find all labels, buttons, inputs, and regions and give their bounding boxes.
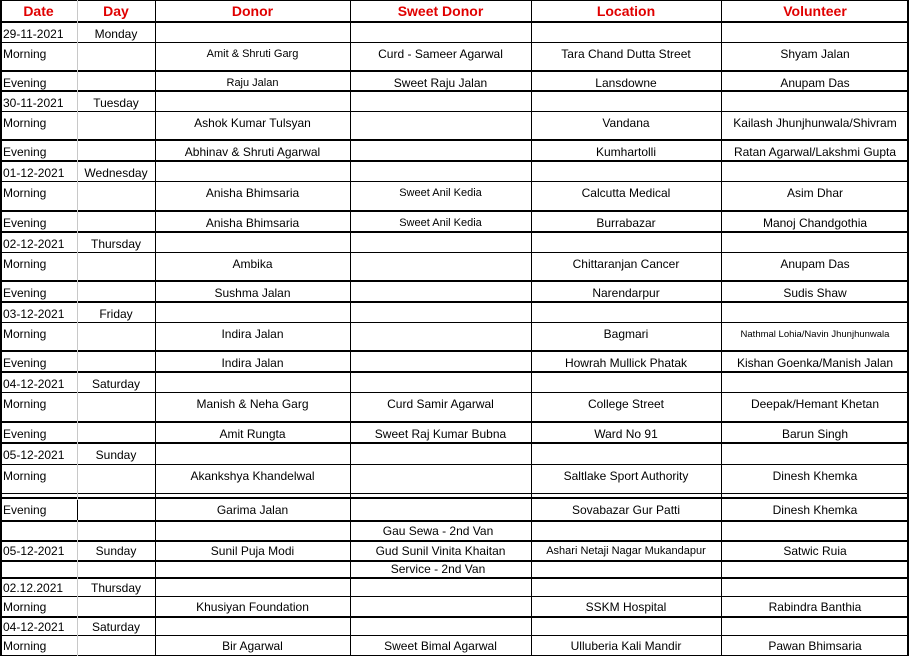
morning-donor-cell: Amit & Shruti Garg [206,48,299,60]
day-cell: Wednesday [84,165,148,180]
date-cell: 05-12-2021 [3,447,65,462]
session-label-morning: Morning [3,116,47,130]
session-label-evening: Evening [3,356,47,370]
morning-location-cell: Vandana [602,116,650,130]
row-divider [0,231,909,233]
morning-location-cell: College Street [587,397,665,411]
gau-volunteer-cell: Satwic Ruia [783,544,847,558]
column-header-sweet-donor: Sweet Donor [397,3,484,19]
day-cell: Tuesday [93,95,139,110]
evening-donor-cell: Garima Jalan [216,503,289,517]
row-divider [0,181,909,182]
service-donor-cell: Bir Agarwal [222,639,283,653]
service-date-cell: 04-12-2021 [3,619,65,634]
row-divider [0,42,909,43]
row-divider [0,280,909,282]
evening-location-cell: Burrabazar [596,215,656,230]
morning-sweet-cell [350,323,531,345]
morning-volunteer-cell: Kailash Jhunjhunwala/Shivram [733,116,897,130]
session-label-morning: Morning [3,327,47,341]
evening-sweet-cell: Sweet Raju Jalan [393,75,488,90]
gau-sewa-title: Gau Sewa - 2nd Van [382,524,494,538]
evening-sweet-cell: Sweet Raj Kumar Bubna [374,426,507,441]
column-divider [77,500,78,520]
morning-donor-cell: Ashok Kumar Tulsyan [194,116,311,130]
service-sweet-cell [350,597,531,617]
morning-volunteer-cell: Nathmal Lohia/Navin Jhunjhunwala [740,328,890,340]
morning-donor-cell: Ambika [232,257,273,271]
evening-location-cell: Narendarpur [592,286,660,300]
row-divider [0,210,909,212]
evening-location-cell: Howrah Mullick Phatak [564,356,688,370]
column-header-volunteer: Volunteer [783,3,847,19]
service-title: Service - 2nd Van [390,562,486,576]
morning-location-cell: Bagmari [603,327,649,341]
evening-donor-cell: Anisha Bhimsaria [205,215,300,230]
morning-location-cell: Tara Chand Dutta Street [561,47,691,61]
evening-sweet-cell: Sweet Anil Kedia [399,216,482,229]
column-header-location: Location [596,3,656,19]
morning-volunteer-cell: Deepak/Hemant Khetan [750,397,880,411]
evening-donor-cell: Sushma Jalan [214,286,291,300]
column-divider [0,0,2,656]
session-label-morning: Morning [3,186,47,200]
row-divider [0,493,909,494]
morning-sweet-cell: Curd - Sameer Agarwal [378,47,503,61]
column-header-day: Day [103,3,129,19]
morning-volunteer-cell: Asim Dhar [786,186,843,200]
morning-donor-cell: Anisha Bhimsaria [205,186,300,200]
gau-location-cell: Ashari Netaji Nagar Mukandapur [546,545,706,557]
session-label-evening: Evening [3,75,47,90]
date-cell: 01-12-2021 [3,165,65,180]
morning-sweet-cell [350,112,531,134]
evening-location-cell: Lansdowne [595,75,657,90]
session-label-morning: Morning [3,257,47,271]
row-divider [0,139,909,141]
morning-volunteer-cell: Shyam Jalan [780,47,850,61]
service-volunteer-cell: Pawan Bhimsaria [768,639,862,653]
morning-sweet-cell: Sweet Anil Kedia [399,187,482,199]
session-label-evening: Evening [3,286,47,300]
session-label-morning: Morning [3,397,47,411]
column-divider [531,0,532,656]
service-location-cell: SSKM Hospital [585,600,667,614]
row-divider [0,392,909,393]
service-volunteer-cell: Rabindra Banthia [768,600,862,614]
morning-sweet-cell: Curd Samir Agarwal [387,397,494,411]
evening-volunteer-cell: Ratan Agarwal/Lakshmi Gupta [733,145,897,159]
day-cell: Saturday [91,376,141,391]
day-cell: Sunday [95,447,137,462]
row-divider [0,350,909,352]
row-divider [0,464,909,465]
evening-donor-cell: Abhinav & Shruti Agarwal [184,145,321,159]
gau-donor-cell: Sunil Puja Modi [210,544,295,558]
row-divider [0,497,909,499]
session-label-evening: Evening [3,426,47,441]
evening-donor-cell: Amit Rungta [219,426,286,441]
row-divider [0,21,909,23]
session-label-evening: Evening [3,145,47,159]
morning-volunteer-cell: Dinesh Khemka [772,469,858,483]
evening-location-cell: Ward No 91 [594,426,658,441]
morning-sweet-cell [350,253,531,275]
gau-date-cell: 05-12-2021 [3,544,65,558]
row-divider [0,160,909,162]
session-label-morning: Morning [3,47,47,61]
row-divider [0,70,909,72]
service-date-cell: 02.12.2021 [3,580,64,595]
column-header-date: Date [23,3,54,19]
column-divider [77,0,78,656]
column-divider [350,0,351,656]
row-divider [0,111,909,112]
session-label-evening: Evening [3,215,47,230]
service-donor-cell: Khusiyan Foundation [196,600,309,614]
service-location-cell: Ulluberia Kali Mandir [570,639,682,653]
row-divider [0,252,909,253]
morning-location-cell: Saltlake Sport Authority [563,469,689,483]
evening-volunteer-cell: Barun Singh [781,426,849,441]
evening-volunteer-cell: Kishan Goenka/Manish Jalan [736,356,894,370]
morning-donor-cell: Indira Jalan [221,327,284,341]
evening-volunteer-cell: Dinesh Khemka [772,503,858,517]
morning-donor-cell: Manish & Neha Garg [196,397,309,411]
evening-donor-cell: Indira Jalan [221,356,284,370]
evening-location-cell: Sovabazar Gur Patti [571,503,681,517]
service-day-cell: Thursday [90,580,142,595]
service-session-label: Morning [3,600,47,614]
day-cell: Thursday [90,236,142,251]
service-session-label: Morning [3,639,47,653]
date-cell: 29-11-2021 [3,26,64,41]
morning-location-cell: Chittaranjan Cancer [572,257,680,271]
row-divider [0,90,909,92]
day-cell: Friday [99,306,133,321]
row-divider [0,301,909,303]
column-divider [721,0,722,656]
evening-donor-cell: Raju Jalan [226,76,279,89]
date-cell: 30-11-2021 [3,95,64,110]
morning-sweet-cell [350,465,531,487]
evening-volunteer-cell: Sudis Shaw [783,286,847,300]
date-cell: 04-12-2021 [3,376,65,391]
service-sweet-cell: Sweet Bimal Agarwal [384,639,497,653]
day-cell: Monday [94,26,138,41]
row-divider [0,421,909,423]
morning-donor-cell: Akankshya Khandelwal [190,469,315,483]
row-divider [0,371,909,373]
column-divider [155,0,156,656]
evening-sweet-cell [350,499,531,521]
morning-location-cell: Calcutta Medical [581,186,671,200]
evening-volunteer-cell: Manoj Chandgothia [762,215,868,230]
gau-day-cell: Sunday [95,544,137,558]
session-label-morning: Morning [3,469,47,483]
morning-volunteer-cell: Anupam Das [780,257,850,271]
date-cell: 03-12-2021 [3,306,65,321]
date-cell: 02-12-2021 [3,236,65,251]
evening-location-cell: Kumhartolli [595,145,657,159]
service-day-cell: Saturday [91,619,141,634]
row-divider [0,0,909,1]
session-label-evening: Evening [3,503,47,517]
column-header-donor: Donor [231,3,274,19]
row-divider [0,442,909,444]
row-divider [0,322,909,323]
evening-volunteer-cell: Anupam Das [780,75,850,90]
gau-sweet-cell: Gud Sunil Vinita Khaitan [375,544,506,558]
